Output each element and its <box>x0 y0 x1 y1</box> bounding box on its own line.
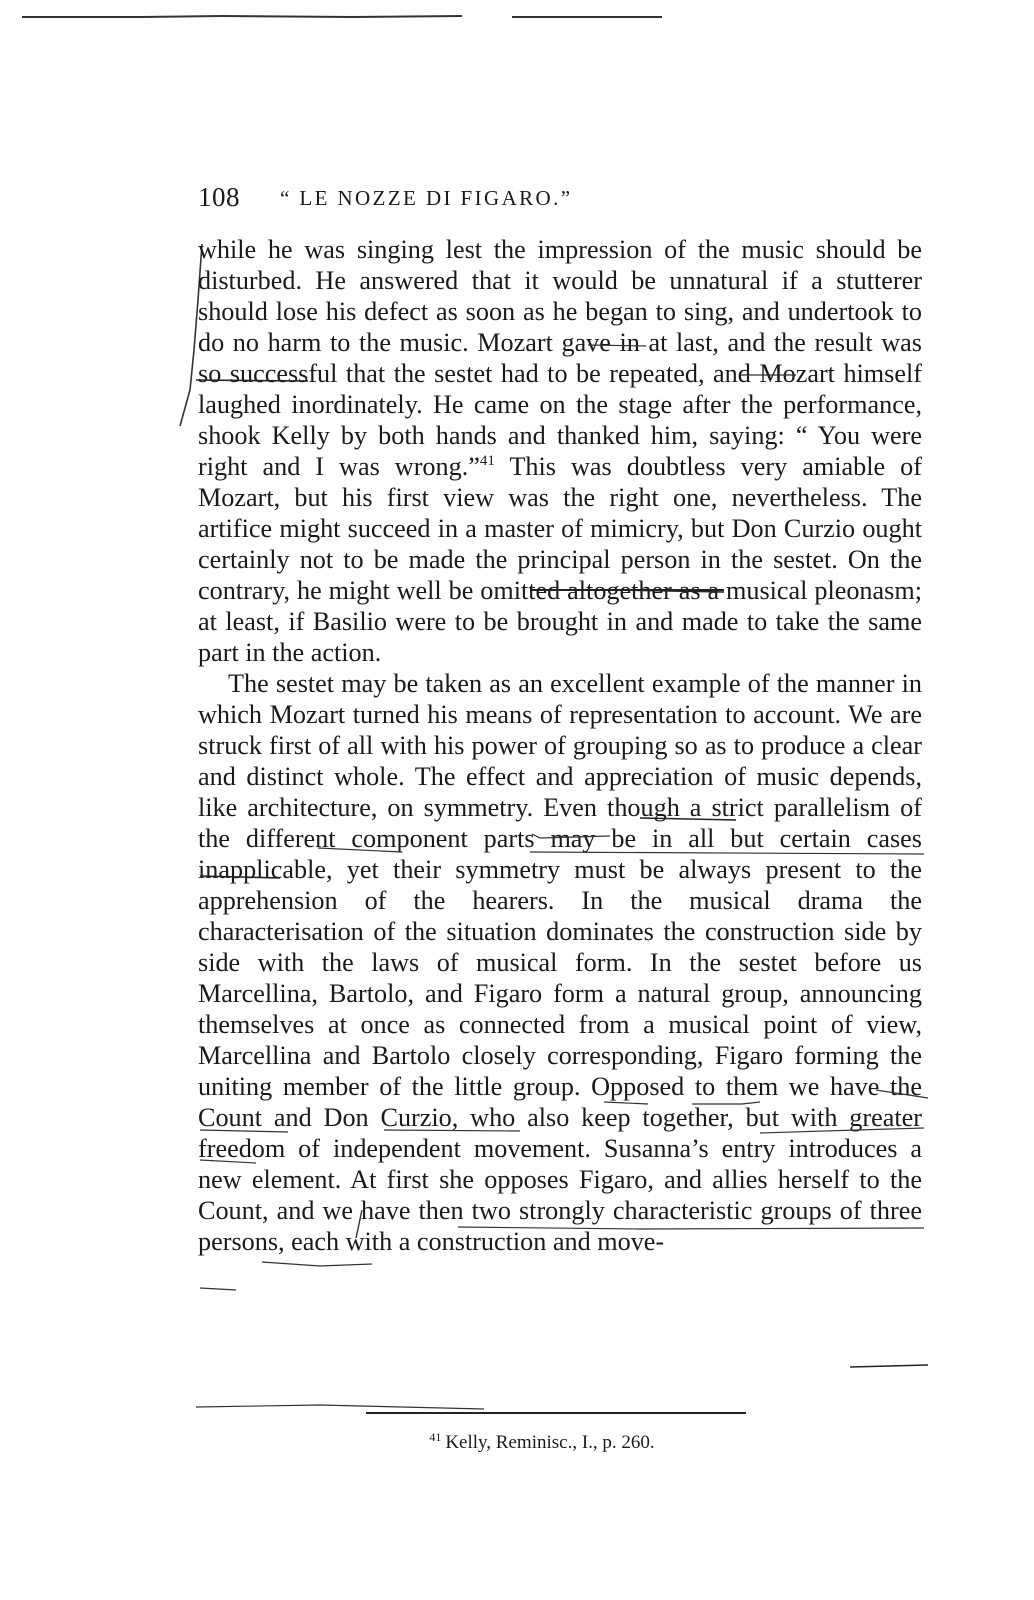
paragraph-1-text-b: This was doubtless very amiable of Mozart, but his first view was the right one, nevertheless. The artifice might succeed in a master of mimicry, but Don Curzio ought certainly not to be made the principal person in the sestet. On the contrary, he might well be omitted altogether as a musical pleonasm; at least, if Basilio were to be brought in and made to take the same part in the action. <box>198 452 922 667</box>
body-text <box>198 234 922 1257</box>
paragraph-2: The sestet may be taken as an excellent example of the manner in which Mozart turned his means of representation to account. We are struck first of all with his power of grouping so as to produce a clear and distinct whole. The effect and appreciation of music depends, like architecture, on symmetry. Even though a strict parallelism of the different component parts may be in all but certain cases inapplicable, yet their symmetry must be always present to the apprehension of the hearers. In the musical drama the characterisation of the situation dominates the construction side by side with the laws of musical form. In the sestet before us Marcellina, Bartolo, and Figaro form a natural group, announcing themselves at once as connected from a musical point of view, Marcellina and Bartolo closely corresponding, Figaro forming the uniting member of the little group. Opposed to them we have the Count and Don Curzio, who also keep together, but with greater freedom of independent movement. Susanna’s entry introduces a new element. At first she opposes Figaro, and allies herself to the Count, and we have then two strongly characteristic groups of three persons, each with a construction and move- <box>198 669 922 1256</box>
footnote <box>0 1430 1034 1454</box>
scan-artifact-rule <box>22 14 662 20</box>
footnote-rule <box>366 1412 746 1414</box>
running-title: “ LE NOZZE DI FIGARO.” <box>280 186 573 210</box>
page-header <box>198 182 922 218</box>
paragraph-1-text-a: while he was singing lest the impression of the music should be disturbed. He answered that it would be unnatural if a stutterer should lose his defect as soon as he began to sing, and undertook to do no harm to the music. Mozart gave in at last, and the result was so successful that the sestet had to be repeated, and Mozart himself laughed inordinately. He came on the stage after the performance, shook Kelly by both hands and thanked him, saying: “ You were right and I was wrong.” <box>198 235 922 481</box>
footnote-text: Kelly, Reminisc., I., p. 260. <box>445 1432 655 1453</box>
paragraph-1 <box>198 234 922 668</box>
footnote-marker: 41 <box>429 1430 442 1444</box>
footnote-reference: 41 <box>479 453 495 469</box>
page-number: 108 <box>198 182 240 212</box>
